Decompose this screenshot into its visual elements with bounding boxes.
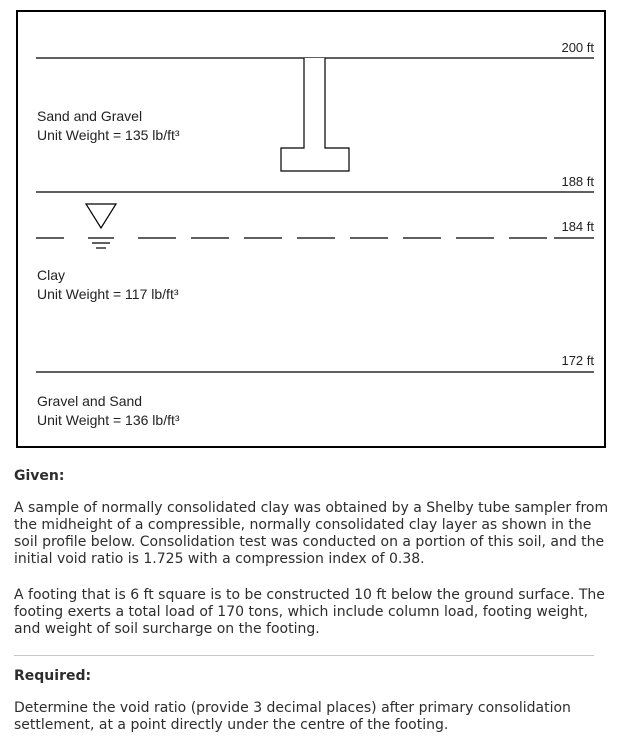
elevation-200: 200 ft <box>561 40 594 55</box>
layer-sand-gravel-name: Sand and Gravel <box>37 108 143 124</box>
required-text: Determine the void ratio (provide 3 decimal places) after primary consolidation settlement, at a point directly under the centre of the footing. <box>14 700 571 733</box>
layer-gravel-sand-unit-weight: Unit Weight = 136 lb/ft³ <box>37 412 180 428</box>
layer-clay-name: Clay <box>37 267 66 283</box>
elevation-172: 172 ft <box>561 353 594 368</box>
footing-icon <box>281 58 349 171</box>
elevation-184: 184 ft <box>561 219 594 234</box>
required-heading: Required: <box>14 668 92 684</box>
layer-clay-unit-weight: Unit Weight = 117 lb/ft³ <box>37 286 179 302</box>
layer-sand-gravel-unit-weight: Unit Weight = 135 lb/ft³ <box>37 127 180 143</box>
soil-profile-drawing <box>18 12 604 446</box>
given-paragraph-2: A footing that is 6 ft square is to be constructed 10 ft below the ground surface. The footing exerts a total load of 170 tons, which include column load, footing weight, and weight of soil surcharge on the footing. <box>14 587 605 637</box>
given-heading: Given: <box>14 468 65 484</box>
soil-profile-diagram <box>16 10 606 448</box>
given-paragraph-1: A sample of normally consolidated clay was obtained by a Shelby tube sampler from the midheight of a compressible, normally consolidated clay layer as shown in the soil profile below. Consolidation test was conducted on a portion of this soil, and the initial void ratio is 1.725 with a compression index of 0.38. <box>14 500 609 567</box>
layer-gravel-sand-name: Gravel and Sand <box>37 393 143 409</box>
section-divider <box>14 655 594 656</box>
water-table-icon <box>86 204 116 248</box>
elevation-188: 188 ft <box>561 174 594 189</box>
